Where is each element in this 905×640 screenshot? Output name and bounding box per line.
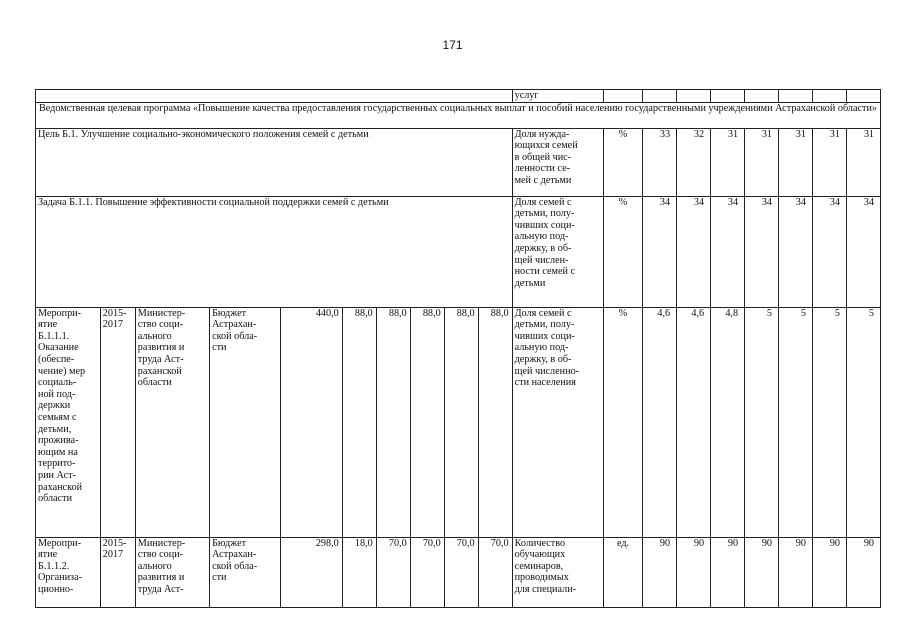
goal-value: 31: [846, 128, 880, 196]
goal-value: 32: [677, 128, 711, 196]
measure-value: 5: [846, 307, 880, 537]
measure-value: 90: [779, 537, 813, 607]
program-table: [35, 89, 881, 608]
measure-value: 5: [812, 307, 846, 537]
measure-value: 4,6: [677, 307, 711, 537]
goal-indicator: Доля нужда- ющихся семей в общей чис- ленности се- мей с детьми: [512, 128, 603, 196]
measure-period: 2015- 2017: [100, 537, 135, 607]
task-text: Задача Б.1.1. Повышение эффективности социальной поддержки семей с детьми: [36, 196, 513, 307]
task-value: 34: [846, 196, 880, 307]
task-value: 34: [745, 196, 779, 307]
measure-value: 4,6: [643, 307, 677, 537]
measure-finance: 18,0: [342, 537, 376, 607]
measure-name: Меропри- ятие Б.1.1.2. Организа- ционно-: [36, 537, 101, 607]
measure-row: [36, 307, 881, 537]
measure-finance: 88,0: [410, 307, 444, 537]
measure-indicator: Доля семей с детьми, полу- чивших соци- альную под- держку, в об- щей численно- сти населения: [512, 307, 603, 537]
measure-name: Меропри- ятие Б.1.1.1. Оказание (обеспе- чение) мер социаль- ной под- держки семьям с детьми, прожива- ющим на террито- рии Аст- раханской области: [36, 307, 101, 537]
goal-unit: %: [603, 128, 642, 196]
measure-value: 90: [677, 537, 711, 607]
table-row-continuation: [36, 90, 881, 103]
measure-period: 2015- 2017: [100, 307, 135, 537]
task-value: 34: [643, 196, 677, 307]
goal-value: 31: [711, 128, 745, 196]
measure-finance: 70,0: [376, 537, 410, 607]
measure-total: 440,0: [281, 307, 343, 537]
measure-finance: 88,0: [478, 307, 512, 537]
program-title: Ведомственная целевая программа «Повышение качества предоставления государственных социальных выплат и пособий населению государственными учреждениями Астраханской области»: [36, 102, 881, 128]
measure-total: 298,0: [281, 537, 343, 607]
measure-unit: %: [603, 307, 642, 537]
measure-finance: 88,0: [342, 307, 376, 537]
measure-unit: ед.: [603, 537, 642, 607]
measure-executor: Министер- ство соци- ального развития и труда Аст- раханской области: [135, 307, 209, 537]
measure-finance: 70,0: [478, 537, 512, 607]
measure-value: 4,8: [711, 307, 745, 537]
measure-finance: 70,0: [444, 537, 478, 607]
measure-finance: 70,0: [410, 537, 444, 607]
measure-executor: Министер- ство соци- ального развития и труда Аст-: [135, 537, 209, 607]
indicator-tail: услуг: [512, 90, 603, 103]
task-indicator: Доля семей с детьми, полу- чивших соци- альную под- держку, в об- щей числен- ности семей с детьми: [512, 196, 603, 307]
task-value: 34: [677, 196, 711, 307]
measure-value: 5: [745, 307, 779, 537]
measure-finance: 88,0: [376, 307, 410, 537]
goal-row: [36, 128, 881, 196]
task-row: [36, 196, 881, 307]
task-value: 34: [711, 196, 745, 307]
measure-finance: 88,0: [444, 307, 478, 537]
measure-source: Бюджет Астрахан- ской обла- сти: [210, 537, 281, 607]
goal-value: 31: [745, 128, 779, 196]
measure-value: 90: [846, 537, 880, 607]
task-value: 34: [812, 196, 846, 307]
measure-value: 5: [779, 307, 813, 537]
task-value: 34: [779, 196, 813, 307]
measure-row: [36, 537, 881, 607]
page-number: 171: [442, 38, 463, 52]
measure-value: 90: [745, 537, 779, 607]
task-unit: %: [603, 196, 642, 307]
measure-value: 90: [643, 537, 677, 607]
program-title-row: [36, 102, 881, 128]
measure-indicator: Количество обучающих семинаров, проводимых для специали-: [512, 537, 603, 607]
goal-value: 31: [812, 128, 846, 196]
measure-value: 90: [812, 537, 846, 607]
goal-text: Цель Б.1. Улучшение социально-экономического положения семей с детьми: [36, 128, 513, 196]
goal-value: 33: [643, 128, 677, 196]
measure-source: Бюджет Астрахан- ской обла- сти: [210, 307, 281, 537]
goal-value: 31: [779, 128, 813, 196]
measure-value: 90: [711, 537, 745, 607]
